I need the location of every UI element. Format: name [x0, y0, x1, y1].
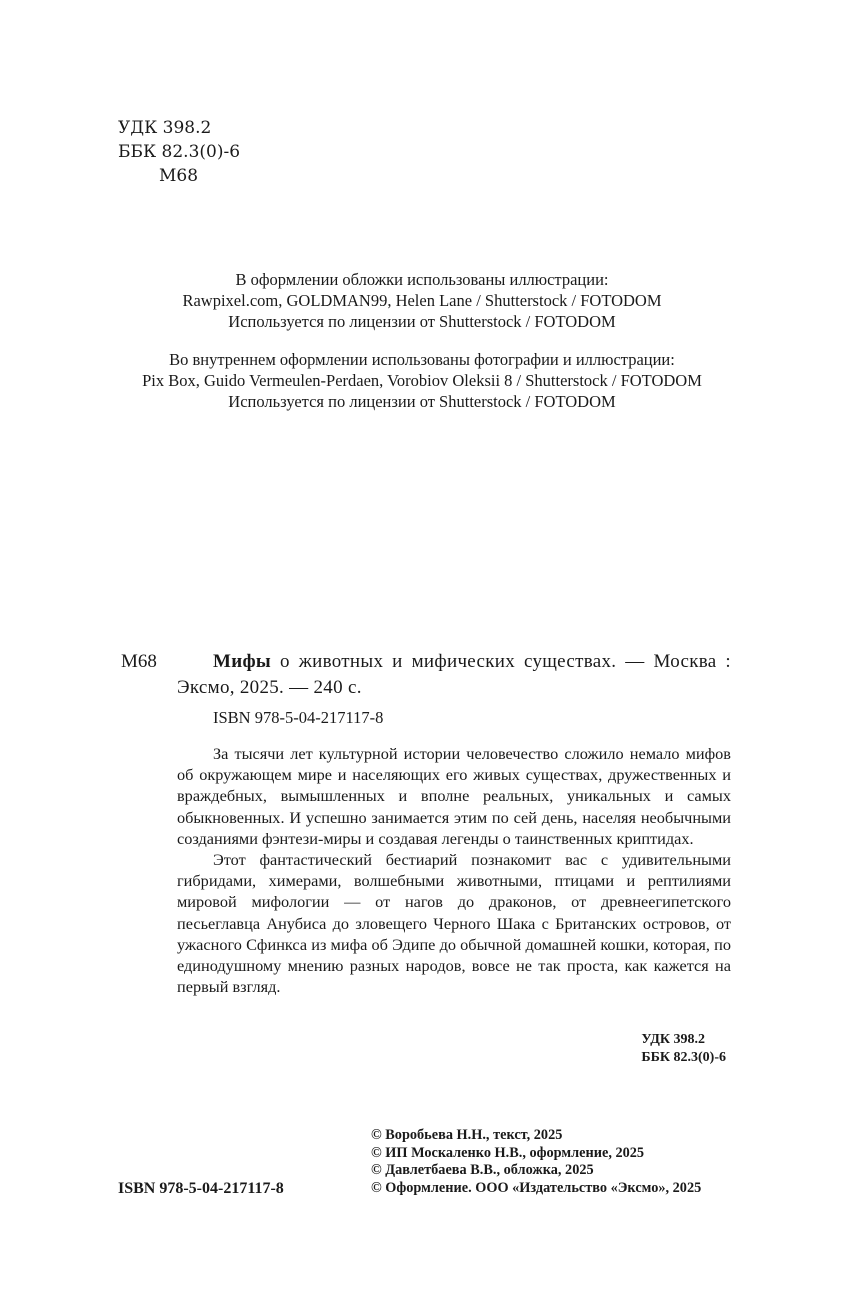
author-mark: М68 [159, 166, 199, 186]
interior-credits-line: Pix Box, Guido Vermeulen-Perdaen, Vorobiov Oleksii 8 / Shutterstock / FOTODOM [142, 371, 702, 390]
udk-code: УДК 398.2 [118, 118, 212, 138]
footer-isbn: ISBN 978-5-04-217117-8 [118, 1180, 284, 1197]
annotation-paragraph: За тысячи лет культурной истории человечество сложило немало мифов об окружающем мире и населяющих его живых существах, дружественных и враждебных, вымышленных и вполне реальных, уникальных и самых обыкновенных. И успешно занимается этим по сей день, населяя необычными созданиями фэнтези-миры и создавая легенды о таинственных криптидах. [177, 744, 731, 848]
cover-credits-line: В оформлении обложки использованы иллюстрации: [235, 270, 609, 289]
interior-credits-line: Используется по лицензии от Shutterstock / FOTODOM [228, 392, 616, 411]
copyright-line: © Оформление. ООО «Издательство «Эксмо», 2025 [371, 1179, 702, 1196]
annotation [177, 743, 731, 997]
entry-title-rest: о животных и мифических существах. — Москва : Эксмо, 2025. — 240 с. [177, 651, 731, 698]
cover-credits [0, 269, 844, 332]
copyright-block [371, 1127, 701, 1197]
bbk-code-bottom: ББК 82.3(0)-6 [641, 1050, 726, 1065]
interior-credits [0, 349, 844, 412]
entry-title [177, 649, 731, 701]
entry-code: М68 [121, 651, 157, 672]
entry-title-bold: Мифы [213, 651, 272, 672]
bbk-code: ББК 82.3(0)-6 [118, 142, 241, 162]
classification-codes-top [118, 116, 240, 188]
catalog-entry [121, 649, 731, 997]
annotation-paragraph: Этот фантастический бестиарий познакомит вас с удивительными гибридами, химерами, волшебными животными, птицами и рептилиями мировой мифологии — от нагов до драконов, от древнеегипетского песьеглавца Анубиса до зловещего Черного Шака с Британских островов, от ужасного Сфинкса из мифа об Эдипе до обычной домашней кошки, которая, по единодушному мнению разных народов, вовсе не так проста, как кажется на первый взгляд. [177, 850, 731, 997]
copyright-line: © Давлетбаева В.В., обложка, 2025 [371, 1162, 594, 1178]
copyright-line: © Воробьева Н.Н., текст, 2025 [371, 1127, 563, 1143]
classification-codes-bottom [641, 1031, 726, 1067]
cover-credits-line: Rawpixel.com, GOLDMAN99, Helen Lane / Shutterstock / FOTODOM [182, 291, 662, 310]
udk-code-bottom: УДК 398.2 [641, 1032, 705, 1047]
entry-isbn: ISBN 978-5-04-217117-8 [213, 708, 384, 727]
interior-credits-line: Во внутреннем оформлении использованы фотографии и иллюстрации: [169, 350, 675, 369]
copyright-line: © ИП Москаленко Н.В., оформление, 2025 [371, 1144, 645, 1161]
cover-credits-line: Используется по лицензии от Shutterstock / FOTODOM [228, 312, 616, 331]
